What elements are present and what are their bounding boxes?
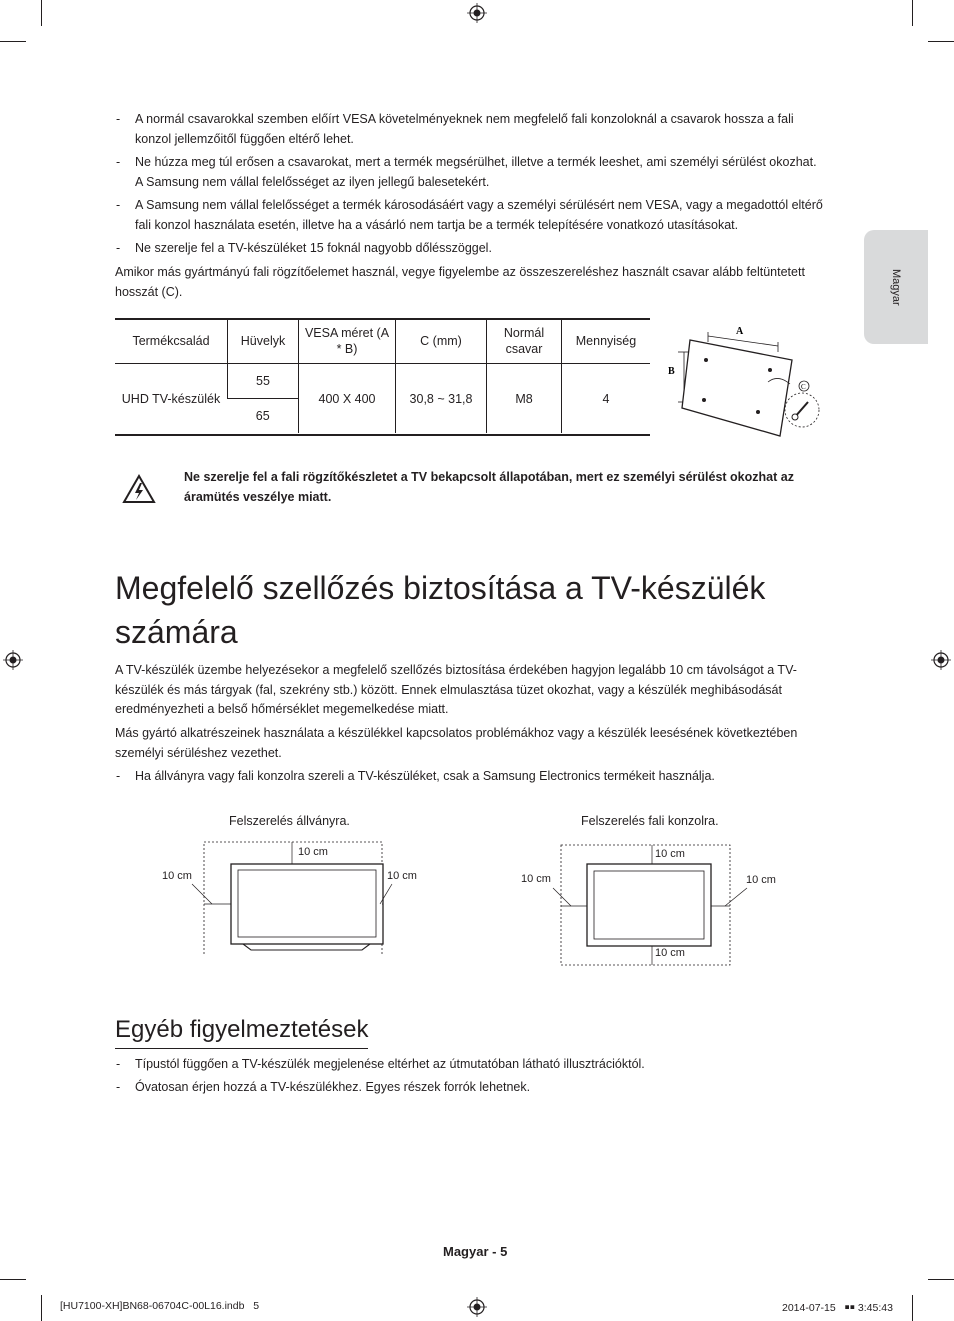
- crop-mark: [0, 41, 26, 42]
- page-title-line: Megfelelő szellőzés biztosítása a TV-készülék: [115, 570, 766, 606]
- registration-mark-icon: [931, 650, 951, 670]
- wall-ventilation-diagram: [515, 838, 785, 970]
- table-header: Hüvelyk: [228, 318, 299, 364]
- section-heading: Egyéb figyelmeztetések: [115, 1014, 368, 1049]
- list-item: - A normál csavarokkal szemben előírt VESA követelményeknek nem megfelelő fali konzoloknál a csavarok hossza a fali konzol jellemzőitől függően eltérő lehet.: [116, 112, 794, 146]
- registration-mark-icon: [467, 3, 487, 23]
- stand-ventilation-diagram: [150, 836, 440, 961]
- table-cell: 30,8 ~ 31,8: [396, 364, 487, 434]
- crop-mark: [928, 41, 954, 42]
- table-row: [115, 364, 650, 399]
- crop-mark: [912, 1295, 913, 1321]
- table-cell: 65: [255, 409, 270, 423]
- footer-file-info: [HU7100-XH]BN68-06704C-00L16.indb 5: [60, 1300, 260, 1312]
- crop-mark: [0, 1279, 26, 1280]
- paragraph: A TV-készülék üzembe helyezésekor a megfelelő szellőzés biztosítása érdekében hagyjon legalább 10 cm távolságot a TV-készülék és más tárgyak (fal, szekrény stb.) között. Ennek elmulasztása tüzet okozhat, vagy a készülék meghibásodását eredményezheti a belső hőmérséklet megemelkedése miatt.: [115, 663, 797, 716]
- table-cell: 4: [562, 364, 651, 434]
- registration-mark-icon: [467, 1297, 487, 1317]
- crop-mark: [928, 1279, 954, 1280]
- list-item: - Típustól függően a TV-készülék megjelenése eltérhet az útmutatóban látható illusztrációktól.: [116, 1057, 645, 1071]
- electric-shock-warning-icon: [122, 474, 156, 504]
- distance-label: 10 cm: [298, 846, 328, 858]
- distance-label: 10 cm: [521, 873, 551, 885]
- footer-timestamp: 2014-07-15 ￭￭ 3:45:43: [782, 1302, 893, 1314]
- dimension-c-label: C: [801, 383, 806, 391]
- table-header: Normál csavar: [487, 318, 562, 364]
- language-side-tab: [864, 230, 928, 344]
- table-cell: 55: [228, 364, 299, 399]
- wall-mount-diagram: [660, 322, 832, 440]
- list-item: - A Samsung nem vállal felelősséget a termék károsodásáért vagy a személyi sérülésért nem VESA, vagy a megadottól eltérő fali konzol használata esetén, illetve ha a vásárló nem tartja be a termék telepítésére vonatkozó utasításokat.: [116, 198, 823, 232]
- table-header: Mennyiség: [562, 318, 651, 364]
- list-item: - Ne szerelje fel a TV-készüléket 15 foknál nagyobb dőlésszöggel.: [116, 241, 492, 255]
- distance-label: 10 cm: [655, 947, 685, 959]
- table-cell: UHD TV-készülék: [121, 391, 221, 406]
- crop-mark: [912, 0, 913, 26]
- vesa-spec-table: [115, 318, 650, 433]
- page-number: Magyar - 5: [443, 1244, 508, 1259]
- distance-label: 10 cm: [655, 848, 685, 860]
- warning-text: Ne szerelje fel a fali rögzítőkészletet a TV bekapcsolt állapotában, mert ez személyi sérülést okozhat az áramütés veszélye miatt.: [184, 470, 794, 504]
- intro-paragraph: Amikor más gyártmányú fali rögzítőelemet használ, vegye figyelembe az összeszereléshez használt csavar alább feltüntetett hosszát (C).: [115, 265, 805, 299]
- list-item: - Ha állványra vagy fali konzolra szereli a TV-készüléket, csak a Samsung Electronics termékeit használja.: [116, 769, 715, 783]
- figure-caption: Felszerelés állványra.: [229, 814, 350, 828]
- crop-mark: [41, 0, 42, 26]
- list-item: - Ne húzza meg túl erősen a csavarokat, mert a termék megsérülhet, illetve a termék leeshet, ami személyi sérülést okozhat. A Samsung nem vállal felelősséget az ilyen jellegű balesetekért.: [116, 155, 817, 189]
- distance-label: 10 cm: [746, 874, 776, 886]
- table-header: VESA méret (A * B): [299, 318, 396, 364]
- dimension-b-label: B: [668, 366, 675, 377]
- side-tab-label: Magyar: [890, 268, 902, 306]
- paragraph: Más gyártó alkatrészeinek használata a készülékkel kapcsolatos problémákhoz vagy a készülék leesésének következtében személyi sérüléshez vezethet.: [115, 726, 798, 760]
- page-title: [115, 566, 765, 654]
- dimension-a-label: A: [736, 326, 744, 337]
- page-title-line: számára: [115, 614, 238, 650]
- distance-label: 10 cm: [387, 870, 417, 882]
- list-item: - Óvatosan érjen hozzá a TV-készülékhez. Egyes részek forrók lehetnek.: [116, 1080, 531, 1094]
- table-cell: M8: [487, 364, 562, 434]
- table-cell: 400 X 400: [299, 364, 396, 434]
- table-header: Termékcsalád: [115, 318, 228, 364]
- table-bottom-rule: [115, 434, 650, 436]
- figure-caption: Felszerelés fali konzolra.: [581, 814, 719, 828]
- registration-mark-icon: [3, 650, 23, 670]
- distance-label: 10 cm: [162, 870, 192, 882]
- crop-mark: [41, 1295, 42, 1321]
- table-header: C (mm): [396, 318, 487, 364]
- table-header-row: [115, 318, 650, 364]
